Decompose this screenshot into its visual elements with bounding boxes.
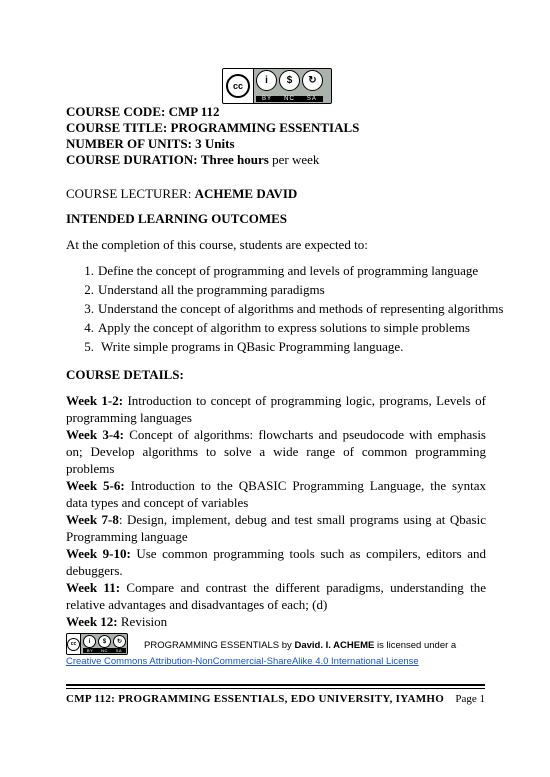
- outcomes-list: [66, 263, 503, 358]
- lecturer-line: COURSE LECTURER: ACHEME DAVID: [66, 186, 298, 201]
- week-entry: Week 7-8: Design, implement, debug and test small programs using at Qbasic Programming language: [66, 512, 486, 544]
- sharealike-icon: ↻: [302, 70, 323, 91]
- footer-title: CMP 112: PROGRAMMING ESSENTIALS, EDO UNIVERSITY, IYAMHO: [66, 693, 445, 705]
- attribution-icon: i: [256, 70, 277, 91]
- cc-icon: cc: [67, 634, 81, 654]
- footer-divider-thin: [66, 688, 485, 689]
- author-name: David. I. ACHEME: [294, 640, 375, 651]
- outcomes-heading: INTENDED LEARNING OUTCOMES: [66, 211, 288, 226]
- badge-label-nc: NC: [284, 96, 295, 102]
- week-entry: Week 3-4: Concept of algorithms: flowcharts and pseudocode with emphasis on; Develop algorithms to solve a wide range of common programming problems: [66, 427, 486, 476]
- license-link[interactable]: Creative Commons Attribution-NonCommercial-ShareAlike 4.0 International License: [66, 656, 419, 667]
- page-number: Page 1: [455, 693, 485, 705]
- details-heading: COURSE DETAILS:: [66, 367, 184, 382]
- course-details: [66, 392, 486, 630]
- course-title-line: COURSE TITLE: PROGRAMMING ESSENTIALS: [66, 120, 360, 135]
- units-line: NUMBER OF UNITS: 3 Units: [66, 136, 235, 151]
- page-footer: [66, 693, 485, 705]
- noncommercial-icon: $: [98, 635, 111, 648]
- cc-license-badge: [222, 68, 332, 104]
- list-item: 1. Define the concept of programming and levels of programming language: [84, 263, 479, 278]
- list-item: 2. Understand all the programming paradigms: [84, 282, 325, 297]
- list-item: 5. Write simple programs in QBasic Programming language.: [84, 339, 404, 354]
- list-item: 3. Understand the concept of algorithms and methods of representing algorithms: [84, 301, 504, 316]
- attribution-icon: i: [83, 635, 96, 648]
- badge-label-sa: SA: [306, 96, 317, 102]
- license-notice: PROGRAMMING ESSENTIALS by David. I. ACHEME is licensed under a Creative Commons Attribution-NonCommercial-ShareAlike 4.0 International License: [66, 640, 457, 667]
- duration-line: COURSE DURATION: Three hours per week: [66, 152, 320, 167]
- week-entry: Week 12: Revision: [66, 614, 168, 629]
- sharealike-icon: ↻: [113, 635, 126, 648]
- badge-label-by: BY: [262, 96, 273, 102]
- week-entry: Week 1-2: Introduction to concept of programming logic, programs, Levels of programming languages: [66, 393, 486, 425]
- cc-icon: cc: [223, 69, 254, 103]
- noncommercial-icon: $: [279, 70, 300, 91]
- list-item: 4. Apply the concept of algorithm to express solutions to simple problems: [84, 320, 470, 335]
- week-entry: Week 9-10: Use common programming tools such as compilers, editors and debuggers.: [66, 546, 486, 578]
- footer-divider: [66, 684, 485, 686]
- week-entry: Week 11: Compare and contrast the different paradigms, understanding the relative advantages and disadvantages of each; (d): [66, 580, 486, 612]
- cc-license-badge-small: cc i $ ↻ BY NC SA: [66, 633, 128, 655]
- outcomes-intro: At the completion of this course, students are expected to:: [66, 237, 368, 252]
- week-entry: Week 5-6: Introduction to the QBASIC Programming Language, the syntax data types and concept of variables: [66, 478, 486, 510]
- course-code-line: COURSE CODE: CMP 112: [66, 104, 220, 119]
